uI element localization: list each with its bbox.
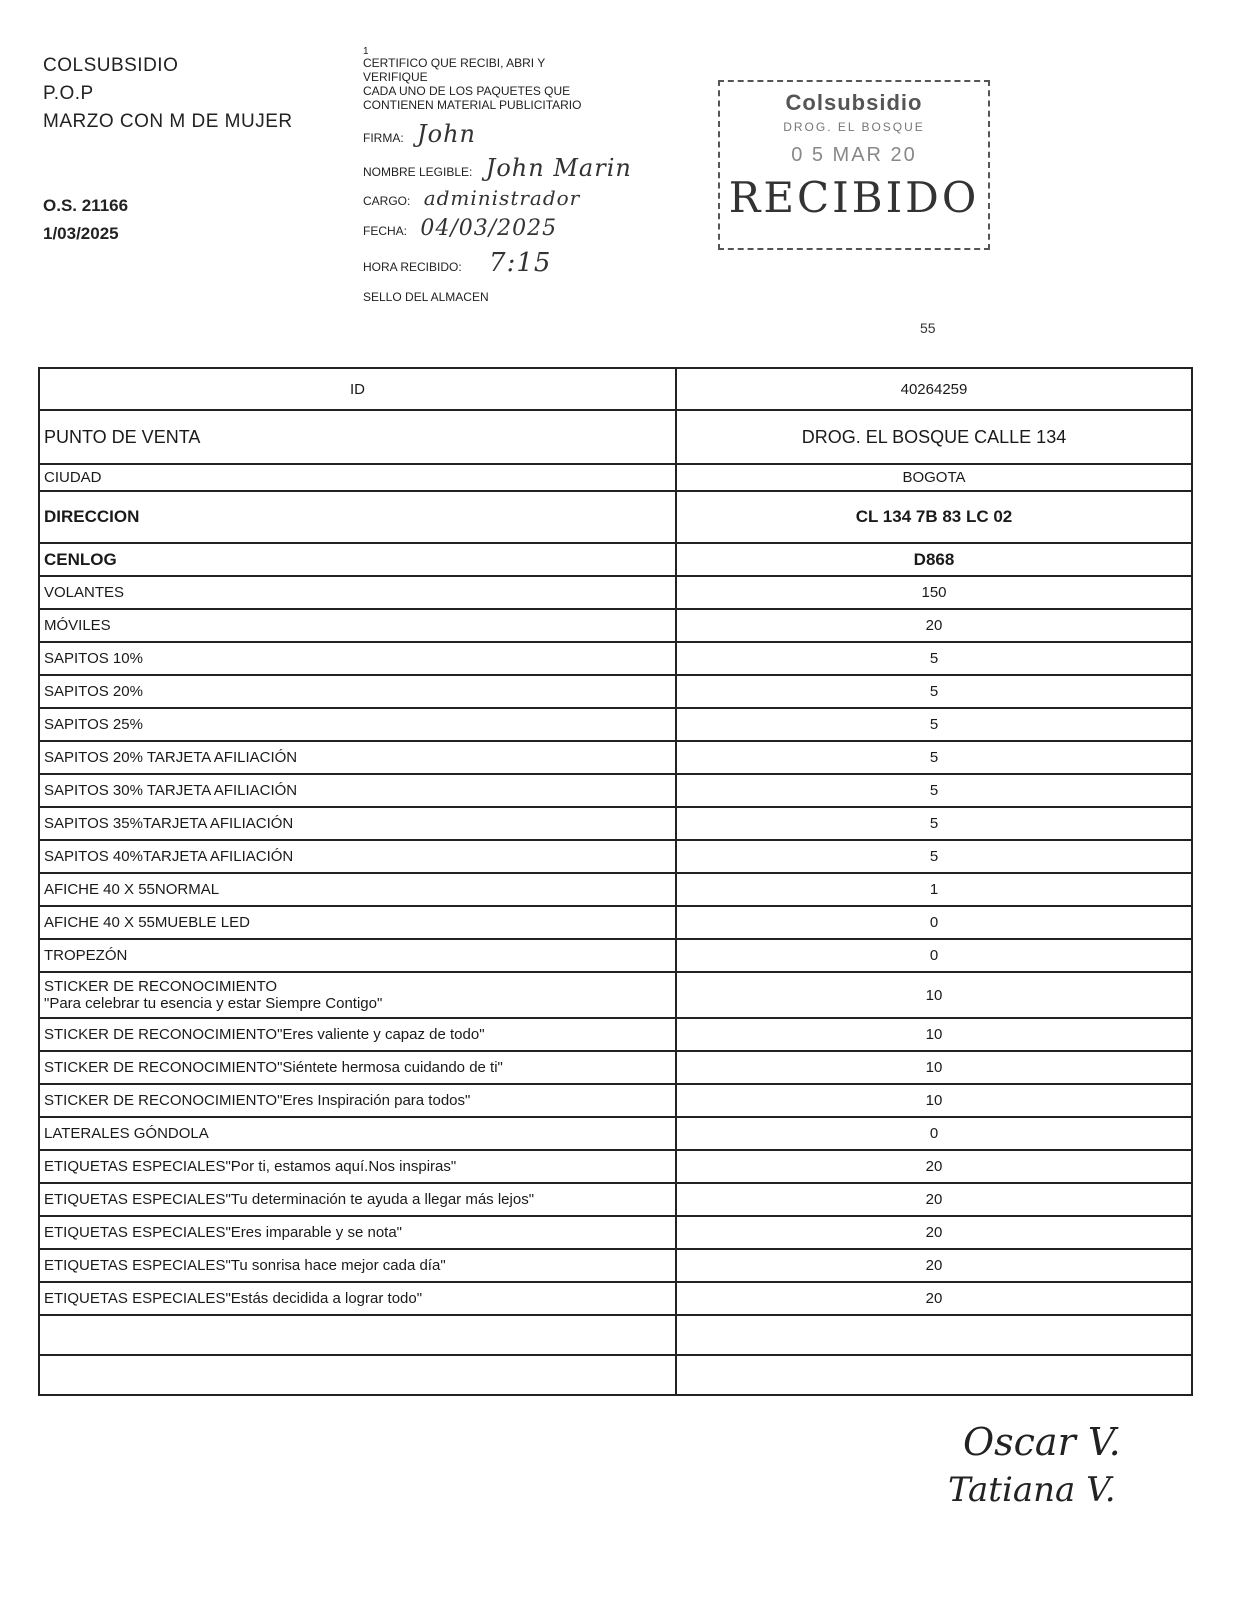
item-label-text: TROPEZÓN [44, 947, 128, 964]
table-row [39, 807, 1192, 840]
table-row [39, 642, 1192, 675]
item-label [39, 741, 676, 774]
item-label [39, 1150, 676, 1183]
item-label [39, 939, 676, 972]
item-label-text: AFICHE 40 X 55MUEBLE LED [44, 914, 250, 931]
table-row [39, 368, 1192, 410]
campaign-name: MARZO CON M DE MUJER [43, 111, 293, 132]
item-label-text: ETIQUETAS ESPECIALES"Eres imparable y se nota" [44, 1224, 403, 1241]
item-label [39, 1282, 676, 1315]
hora-field [363, 248, 551, 278]
empty-row [39, 1315, 1192, 1355]
stamp-store: DROG. EL BOSQUE [783, 120, 925, 134]
table-row [39, 1216, 1192, 1249]
table-row [39, 464, 1192, 491]
item-label-text: STICKER DE RECONOCIMIENTO"Eres Inspiración para todos" [44, 1092, 471, 1109]
item-quantity: 5 [676, 840, 1192, 873]
punto-value: DROG. EL BOSQUE CALLE 134 [676, 410, 1192, 464]
item-label-text: SAPITOS 40%TARJETA AFILIACIÓN [44, 848, 294, 865]
item-label [39, 609, 676, 642]
item-label [39, 1216, 676, 1249]
item-label-text: MÓVILES [44, 617, 111, 634]
nombre-label: NOMBRE LEGIBLE: [363, 165, 473, 179]
item-label-text: SAPITOS 30% TARJETA AFILIACIÓN [44, 782, 298, 799]
item-quantity: 20 [676, 1249, 1192, 1282]
item-label-text: ETIQUETAS ESPECIALES"Tu determinación te ayuda a llegar más lejos" [44, 1191, 535, 1208]
empty-row [39, 1355, 1192, 1395]
item-label-text: SAPITOS 10% [44, 650, 143, 667]
item-quantity: 5 [676, 675, 1192, 708]
item-label-text: SAPITOS 35%TARJETA AFILIACIÓN [44, 815, 294, 832]
item-label [39, 1249, 676, 1282]
item-label-text: LATERALES GÓNDOLA [44, 1125, 209, 1142]
certificate-line: VERIFIQUE [363, 70, 428, 84]
table-row [39, 972, 1192, 1018]
cenlog-value: D868 [676, 543, 1192, 576]
table-row [39, 708, 1192, 741]
fecha-label: FECHA: [363, 224, 408, 238]
item-label [39, 906, 676, 939]
item-label-subtext: "Para celebrar tu esencia y estar Siempre Contigo" [44, 995, 383, 1012]
delivery-table [38, 367, 1193, 1396]
item-quantity: 5 [676, 708, 1192, 741]
table-row [39, 741, 1192, 774]
item-quantity: 0 [676, 939, 1192, 972]
item-label-text: STICKER DE RECONOCIMIENTO"Eres valiente y capaz de todo" [44, 1026, 485, 1043]
item-label-text: ETIQUETAS ESPECIALES"Tu sonrisa hace mejor cada día" [44, 1257, 446, 1274]
table-row [39, 906, 1192, 939]
table-row [39, 609, 1192, 642]
table-row [39, 543, 1192, 576]
item-label-text: ETIQUETAS ESPECIALES"Por ti, estamos aquí.Nos inspiras" [44, 1158, 457, 1175]
cargo-field [363, 186, 580, 210]
item-quantity: 0 [676, 1117, 1192, 1150]
item-label-text: SAPITOS 20% TARJETA AFILIACIÓN [44, 749, 298, 766]
item-label-text: SAPITOS 25% [44, 716, 143, 733]
nombre-field [363, 154, 632, 182]
item-label [39, 675, 676, 708]
firma-field [363, 120, 476, 148]
firma-signature: John [417, 120, 476, 148]
hora-label: HORA RECIBIDO: [363, 260, 462, 274]
ciudad-value: BOGOTA [676, 464, 1192, 491]
table-row [39, 1084, 1192, 1117]
ciudad-label: CIUDAD [39, 464, 676, 491]
direccion-label: DIRECCION [39, 491, 676, 543]
item-label [39, 1183, 676, 1216]
table-row [39, 576, 1192, 609]
item-label [39, 1018, 676, 1051]
fecha-value: 04/03/2025 [420, 216, 558, 241]
item-label-text: VOLANTES [44, 584, 125, 601]
cargo-value: administrador [423, 186, 581, 210]
header-info [43, 52, 293, 136]
firma-label: FIRMA: [363, 131, 404, 145]
item-label [39, 840, 676, 873]
order-info [43, 192, 128, 248]
item-quantity: 20 [676, 1216, 1192, 1249]
order-date: 1/03/2025 [43, 224, 119, 243]
table-row [39, 675, 1192, 708]
certificate-line: CERTIFICO QUE RECIBI, ABRI Y [363, 56, 546, 70]
cargo-label: CARGO: [363, 194, 411, 208]
table-row [39, 840, 1192, 873]
table-row [39, 1249, 1192, 1282]
stamp-received: RECIBIDO [728, 173, 980, 222]
item-quantity: 20 [676, 1150, 1192, 1183]
empty-cell [676, 1355, 1192, 1395]
item-quantity: 10 [676, 1018, 1192, 1051]
direccion-value: CL 134 7B 83 LC 02 [676, 491, 1192, 543]
cenlog-label: CENLOG [39, 543, 676, 576]
order-number: O.S. 21166 [43, 196, 129, 215]
page-number: 55 [920, 320, 936, 336]
stamp-date: 0 5 MAR 20 [791, 144, 917, 166]
certificate-text [363, 48, 643, 112]
id-value: 40264259 [676, 368, 1192, 410]
item-label [39, 873, 676, 906]
item-label [39, 1051, 676, 1084]
signature-oscar: Oscar V. [963, 1420, 1121, 1464]
table-row [39, 1150, 1192, 1183]
id-label: ID [39, 368, 676, 410]
table-row [39, 1183, 1192, 1216]
hora-value: 7:15 [489, 248, 552, 278]
table-row [39, 1117, 1192, 1150]
item-label [39, 576, 676, 609]
company-name: COLSUBSIDIO [43, 55, 179, 76]
item-label-text: AFICHE 40 X 55NORMAL [44, 881, 220, 898]
table-row [39, 873, 1192, 906]
item-quantity: 20 [676, 609, 1192, 642]
table-row [39, 774, 1192, 807]
table-row [39, 1051, 1192, 1084]
fecha-field [363, 216, 557, 241]
item-label-text: SAPITOS 20% [44, 683, 143, 700]
certificate-mark: 1 [363, 46, 369, 57]
item-quantity: 150 [676, 576, 1192, 609]
material-type: P.O.P [43, 83, 94, 104]
empty-cell [676, 1315, 1192, 1355]
certificate-line: CADA UNO DE LOS PAQUETES QUE [363, 84, 571, 98]
table-row [39, 491, 1192, 543]
item-quantity: 0 [676, 906, 1192, 939]
table-row [39, 939, 1192, 972]
nombre-value: John Marin [485, 154, 632, 182]
item-quantity: 5 [676, 807, 1192, 840]
item-quantity: 5 [676, 642, 1192, 675]
signature-tatiana: Tatiana V. [948, 1470, 1116, 1510]
item-quantity: 1 [676, 873, 1192, 906]
table-row [39, 410, 1192, 464]
stamp-brand: Colsubsidio [785, 90, 923, 115]
item-quantity: 10 [676, 1051, 1192, 1084]
item-label-text: ETIQUETAS ESPECIALES"Estás decidida a lograr todo" [44, 1290, 423, 1307]
item-label [39, 774, 676, 807]
table-row [39, 1018, 1192, 1051]
item-quantity: 20 [676, 1183, 1192, 1216]
table-row [39, 1282, 1192, 1315]
item-label [39, 642, 676, 675]
empty-cell [39, 1355, 676, 1395]
sello-label: SELLO DEL ALMACEN [363, 290, 489, 304]
item-label [39, 807, 676, 840]
item-label-text: STICKER DE RECONOCIMIENTO"Siéntete hermosa cuidando de ti" [44, 1059, 503, 1076]
item-quantity: 5 [676, 774, 1192, 807]
item-label-text: STICKER DE RECONOCIMIENTO [44, 978, 278, 995]
item-label [39, 1084, 676, 1117]
item-label [39, 1117, 676, 1150]
item-label [39, 708, 676, 741]
item-label [39, 972, 676, 1018]
punto-label: PUNTO DE VENTA [39, 410, 676, 464]
item-quantity: 10 [676, 972, 1192, 1018]
received-stamp [718, 80, 990, 250]
empty-cell [39, 1315, 676, 1355]
item-quantity: 20 [676, 1282, 1192, 1315]
item-quantity: 10 [676, 1084, 1192, 1117]
item-quantity: 5 [676, 741, 1192, 774]
certificate-line: CONTIENEN MATERIAL PUBLICITARIO [363, 98, 582, 112]
